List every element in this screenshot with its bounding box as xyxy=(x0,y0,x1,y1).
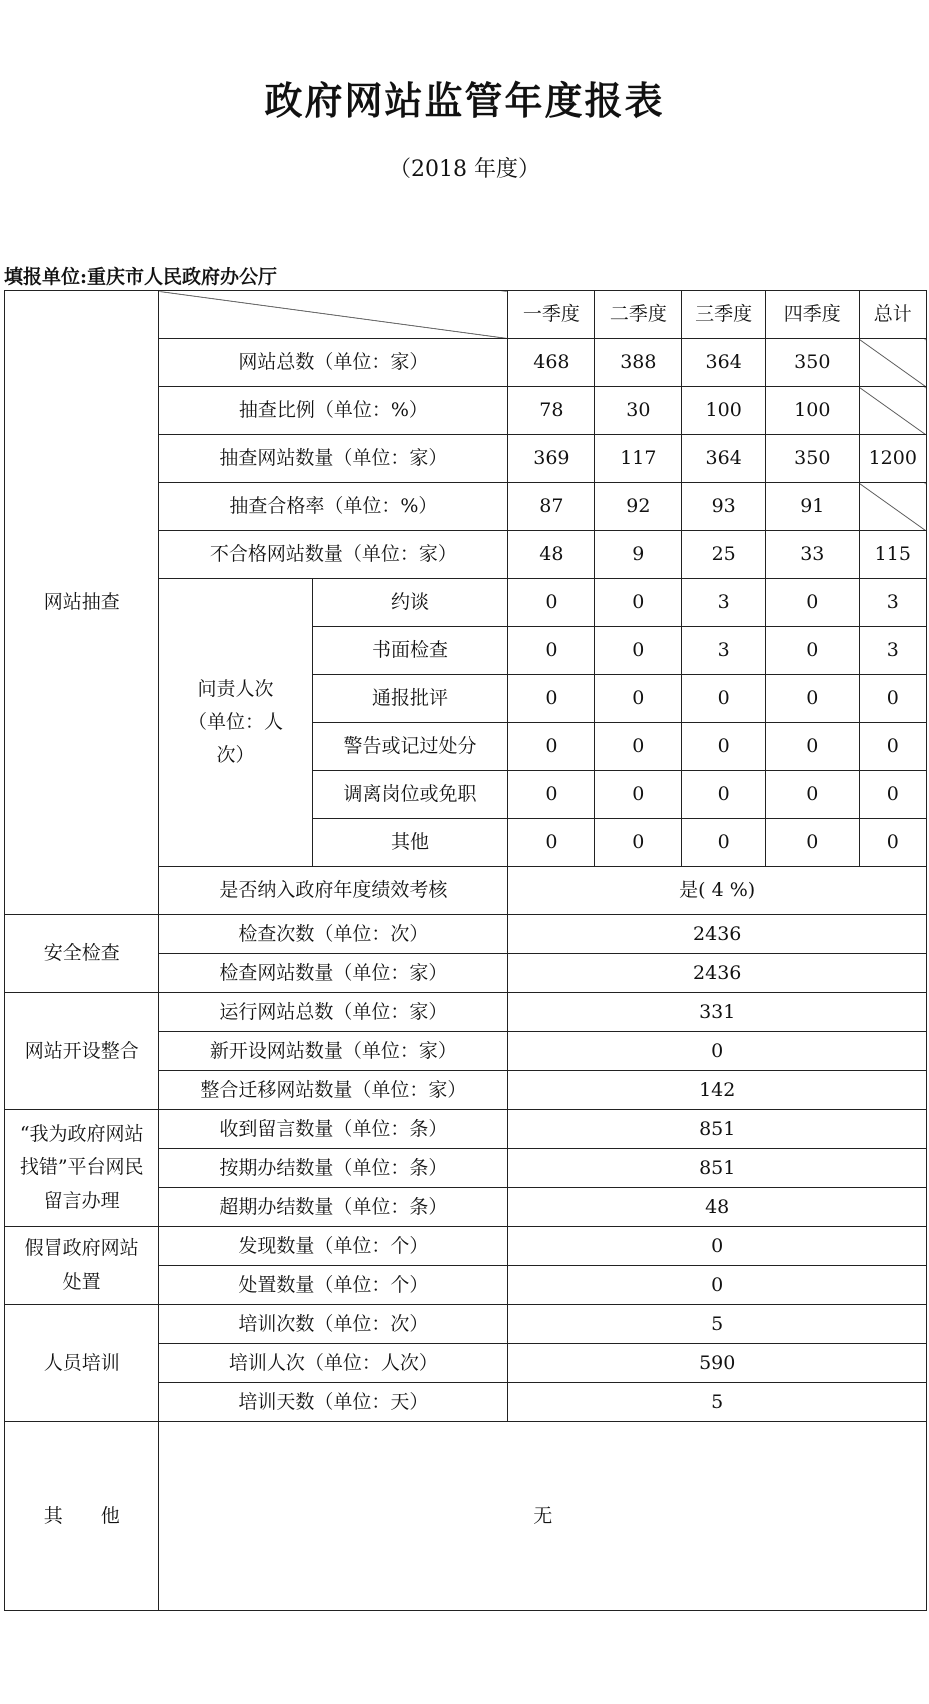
row-label: 按期办结数量（单位：条） xyxy=(159,1149,508,1188)
report-table xyxy=(4,290,927,1611)
header-q2: 二季度 xyxy=(595,291,682,339)
row-label: 整合迁移网站数量（单位：家） xyxy=(159,1071,508,1110)
table-row xyxy=(5,1110,927,1149)
cell-value: 0 xyxy=(766,675,860,723)
row-label: 不合格网站数量（单位：家） xyxy=(159,531,508,579)
cell-value: 5 xyxy=(508,1383,927,1422)
row-label: 约谈 xyxy=(312,579,508,627)
cell-value: 331 xyxy=(508,993,927,1032)
performance-value: 是( 4 %) xyxy=(508,867,927,915)
accountability-label-cell xyxy=(159,579,312,867)
row-label: 检查网站数量（单位：家） xyxy=(159,954,508,993)
cell-value: 388 xyxy=(595,339,682,387)
cell-total: 0 xyxy=(859,771,926,819)
cell-value: 0 xyxy=(595,723,682,771)
cell-value: 0 xyxy=(508,627,595,675)
cell-value: 78 xyxy=(508,387,595,435)
cell-total: 1200 xyxy=(859,435,926,483)
cell-total: 0 xyxy=(859,723,926,771)
cell-value: 0 xyxy=(766,723,860,771)
cell-value: 91 xyxy=(766,483,860,531)
cell-value: 5 xyxy=(508,1305,927,1344)
row-label: 收到留言数量（单位：条） xyxy=(159,1110,508,1149)
row-label: 运行网站总数（单位：家） xyxy=(159,993,508,1032)
cell-value: 0 xyxy=(766,627,860,675)
cell-value: 0 xyxy=(508,819,595,867)
total-diagonal-cell xyxy=(859,483,926,531)
other-value: 无 xyxy=(159,1422,927,1611)
cell-value: 30 xyxy=(595,387,682,435)
cell-value: 3 xyxy=(682,579,766,627)
cell-value: 364 xyxy=(682,435,766,483)
cell-value: 851 xyxy=(508,1149,927,1188)
row-label: 其他 xyxy=(312,819,508,867)
cell-value: 48 xyxy=(508,531,595,579)
cell-value: 142 xyxy=(508,1071,927,1110)
cell-value: 0 xyxy=(508,1266,927,1305)
row-label: 发现数量（单位：个） xyxy=(159,1227,508,1266)
cell-total: 3 xyxy=(859,627,926,675)
cell-value: 87 xyxy=(508,483,595,531)
cell-value: 0 xyxy=(595,771,682,819)
row-label: 培训人次（单位：人次） xyxy=(159,1344,508,1383)
cell-value: 0 xyxy=(508,723,595,771)
row-label: 抽查合格率（单位：%） xyxy=(159,483,508,531)
section-name: 安全检查 xyxy=(5,915,159,993)
cell-value: 0 xyxy=(595,579,682,627)
cell-value: 25 xyxy=(682,531,766,579)
table-row xyxy=(5,993,927,1032)
cell-value: 0 xyxy=(766,771,860,819)
row-label: 培训天数（单位：天） xyxy=(159,1383,508,1422)
cell-value: 0 xyxy=(595,627,682,675)
table-row xyxy=(5,915,927,954)
cell-value: 92 xyxy=(595,483,682,531)
cell-value: 0 xyxy=(682,723,766,771)
cell-value: 2436 xyxy=(508,915,927,954)
row-label: 网站总数（单位：家） xyxy=(159,339,508,387)
accountability-label: 问责人次（单位：人次） xyxy=(188,677,284,767)
cell-value: 350 xyxy=(766,435,860,483)
cell-value: 0 xyxy=(508,675,595,723)
row-label: 处置数量（单位：个） xyxy=(159,1266,508,1305)
cell-value: 350 xyxy=(766,339,860,387)
cell-value: 851 xyxy=(508,1110,927,1149)
row-label: 是否纳入政府年度绩效考核 xyxy=(159,867,508,915)
header-row xyxy=(5,291,927,339)
cell-total: 0 xyxy=(859,675,926,723)
cell-value: 0 xyxy=(682,819,766,867)
cell-value: 93 xyxy=(682,483,766,531)
row-label: 抽查网站数量（单位：家） xyxy=(159,435,508,483)
cell-value: 590 xyxy=(508,1344,927,1383)
cell-value: 0 xyxy=(682,771,766,819)
cell-value: 0 xyxy=(595,819,682,867)
row-label: 新开设网站数量（单位：家） xyxy=(159,1032,508,1071)
cell-value: 0 xyxy=(508,579,595,627)
row-label: 书面检查 xyxy=(312,627,508,675)
cell-value: 0 xyxy=(766,819,860,867)
row-label: 抽查比例（单位：%） xyxy=(159,387,508,435)
row-label: 调离岗位或免职 xyxy=(312,771,508,819)
cell-value: 0 xyxy=(595,675,682,723)
table-row xyxy=(5,1305,927,1344)
cell-value: 117 xyxy=(595,435,682,483)
cell-value: 468 xyxy=(508,339,595,387)
cell-value: 33 xyxy=(766,531,860,579)
total-diagonal-cell xyxy=(859,387,926,435)
cell-value: 2436 xyxy=(508,954,927,993)
header-q3: 三季度 xyxy=(682,291,766,339)
cell-total: 3 xyxy=(859,579,926,627)
table-row xyxy=(5,1227,927,1266)
row-label: 超期办结数量（单位：条） xyxy=(159,1188,508,1227)
cell-total: 115 xyxy=(859,531,926,579)
header-q4: 四季度 xyxy=(766,291,860,339)
cell-value: 364 xyxy=(682,339,766,387)
row-label: 检查次数（单位：次） xyxy=(159,915,508,954)
section-name: 网站开设整合 xyxy=(5,993,159,1110)
section-name: 人员培训 xyxy=(5,1305,159,1422)
header-total: 总计 xyxy=(859,291,926,339)
cell-value: 3 xyxy=(682,627,766,675)
section-name: 假冒政府网站处置 xyxy=(24,1237,139,1293)
reporting-unit: 填报单位:重庆市人民政府办公厅 xyxy=(4,266,278,288)
cell-value: 0 xyxy=(682,675,766,723)
header-q1: 一季度 xyxy=(508,291,595,339)
section-name-cell xyxy=(5,1110,159,1227)
header-diagonal-cell xyxy=(159,291,508,339)
section-name: 其 他 xyxy=(5,1422,159,1611)
page-title: 政府网站监管年度报表 xyxy=(264,79,665,123)
row-label: 警告或记过处分 xyxy=(312,723,508,771)
cell-value: 48 xyxy=(508,1188,927,1227)
cell-value: 0 xyxy=(508,1227,927,1266)
section-name-cell xyxy=(5,1227,159,1305)
report-year: （2018 年度） xyxy=(389,157,540,182)
cell-value: 0 xyxy=(508,771,595,819)
row-label: 通报批评 xyxy=(312,675,508,723)
cell-value: 0 xyxy=(766,579,860,627)
cell-value: 9 xyxy=(595,531,682,579)
cell-value: 100 xyxy=(766,387,860,435)
cell-value: 0 xyxy=(508,1032,927,1071)
cell-value: 100 xyxy=(682,387,766,435)
row-label: 培训次数（单位：次） xyxy=(159,1305,508,1344)
cell-total: 0 xyxy=(859,819,926,867)
table-row xyxy=(5,1422,927,1611)
section-spot-check: 网站抽查 xyxy=(5,291,159,915)
cell-value: 369 xyxy=(508,435,595,483)
section-name: “我为政府网站找错”平台网民留言办理 xyxy=(19,1123,144,1212)
total-diagonal-cell xyxy=(859,339,926,387)
